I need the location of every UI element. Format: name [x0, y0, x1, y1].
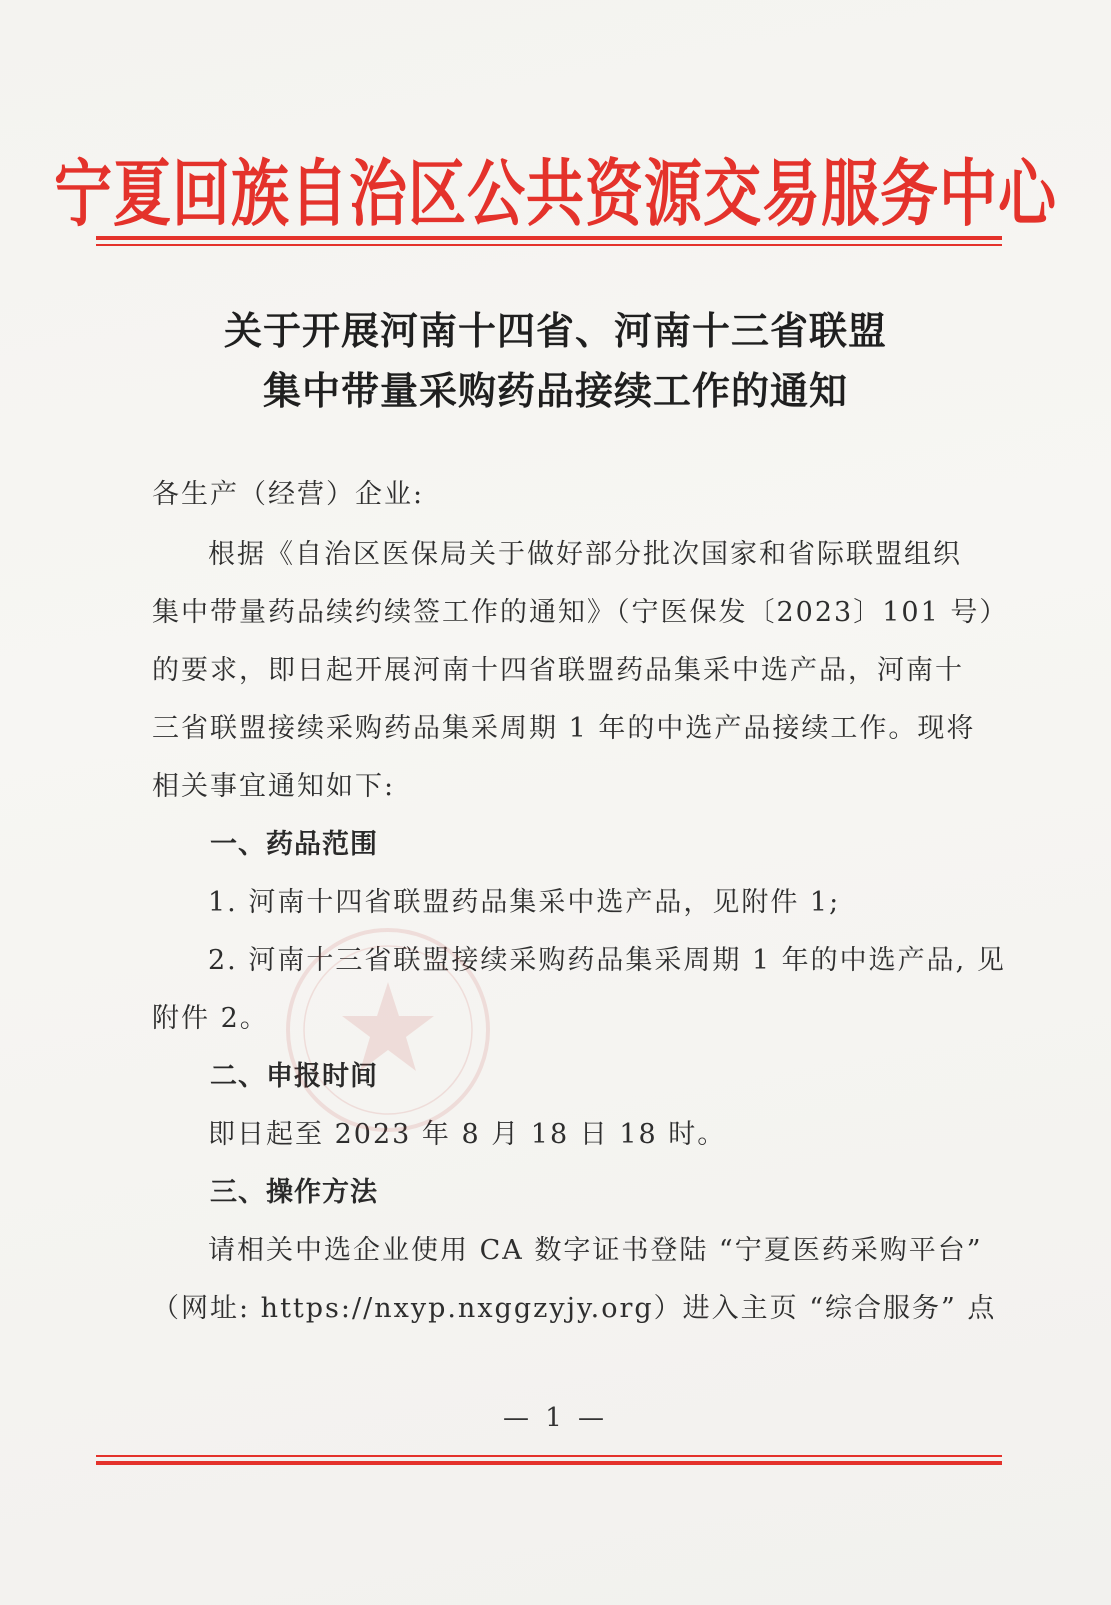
- intro-line-3: 的要求，即日起开展河南十四省联盟药品集采中选产品，河南十: [152, 655, 964, 686]
- section-1-item-2: 2. 河南十三省联盟接续采购药品集采周期 1 年的中选产品, 见: [208, 945, 1006, 976]
- section-3-item-1: 请相关中选企业使用 CA 数字证书登陆 “宁夏医药采购平台”: [208, 1235, 983, 1266]
- masthead-title: 宁夏回族自治区公共资源交易服务中心: [53, 151, 1057, 237]
- page-number: — 1 —: [502, 1403, 609, 1433]
- document-title-line-1: 关于开展河南十四省、河南十三省联盟: [223, 308, 887, 353]
- intro-line-1: 根据《自治区医保局关于做好部分批次国家和省际联盟组织: [208, 539, 962, 570]
- intro-line-4: 三省联盟接续采购药品集采周期 1 年的中选产品接续工作。现将: [152, 713, 976, 744]
- masthead-rule-thin: [96, 244, 1002, 246]
- section-1-item-1: 1. 河南十四省联盟药品集采中选产品，见附件 1;: [208, 887, 841, 918]
- section-heading-drug-scope: 一、药品范围: [210, 829, 378, 860]
- section-1-item-2-continued: 附件 2。: [152, 1003, 269, 1034]
- masthead-rule-thick: [96, 236, 1002, 240]
- document-title-line-2: 集中带量采购药品接续工作的通知: [262, 368, 848, 413]
- footer-rule-thick: [96, 1461, 1002, 1465]
- section-3-item-2: （网址: https://nxyp.nxggzyjy.org）进入主页 “综合服务” 点: [152, 1293, 997, 1324]
- salutation: 各生产（经营）企业:: [152, 479, 425, 510]
- intro-line-2: 集中带量药品续约续签工作的通知》（宁医保发〔2023〕101 号）: [152, 597, 1009, 628]
- intro-line-5: 相关事宜通知如下:: [152, 771, 396, 802]
- section-heading-submission-time: 二、申报时间: [210, 1061, 378, 1092]
- section-heading-operation-method: 三、操作方法: [210, 1177, 378, 1208]
- footer-rule-thin: [96, 1455, 1002, 1457]
- section-2-item-1: 即日起至 2023 年 8 月 18 日 18 时。: [208, 1119, 727, 1150]
